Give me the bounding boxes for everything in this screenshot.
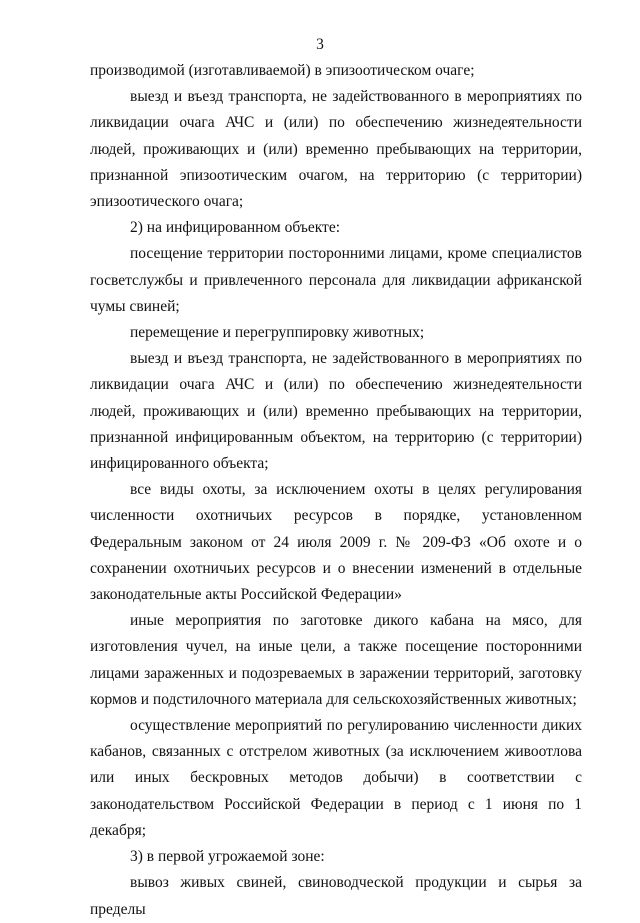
paragraph-hunting-ban: все виды охоты, за исключением охоты в целях регулирования численности охотничьих ресурсов в порядке, установленном Федеральным законом от 24 июля 2009 г. № 209-ФЗ «Об охоте и о сохранении охотничьих ресурсов и о внесении изменений в отдельные законодательные акты Российской Федерации» <box>90 481 582 604</box>
paragraph-heading-first-zone: 3) в первой угрожаемой зоне: <box>130 848 325 866</box>
document-body <box>90 58 582 923</box>
paragraph-wild-boar-procurement: иные мероприятия по заготовке дикого кабана на мясо, для изготовления чучел, на иные цели, а также посещение посторонними лицами зараженных и подозреваемых в заражении территорий, заготовку кормов и подстилочного материала для сельскохозяйственных животных; <box>90 612 582 708</box>
paragraph-continuation: производимой (изготавливаемой) в эпизоотическом очаге; <box>90 62 475 79</box>
paragraph-heading-infected-object: 2) на инфицированном объекте: <box>130 219 341 237</box>
page-number: 3 <box>316 36 324 53</box>
paragraph-transport-restriction-outbreak: выезд и въезд транспорта, не задействованного в мероприятиях по ликвидации очага АЧС и (или) по обеспечению жизнедеятельности людей, проживающих и (или) временно пребывающих на территории, признанной эпизоотическим очагом, на территорию (с территории) эпизоотического очага; <box>90 88 582 211</box>
paragraph-export-restriction: вывоз живых свиней, свиноводческой продукции и сырья за пределы <box>90 874 582 918</box>
paragraph-visitor-restriction: посещение территории посторонними лицами, кроме специалистов госветслужбы и привлеченного персонала для ликвидации африканской чумы свиней; <box>90 245 582 315</box>
paragraph-animal-movement: перемещение и перегруппировку животных; <box>130 324 425 342</box>
paragraph-population-control: осуществление мероприятий по регулированию численности диких кабанов, связанных с отстрелом животных (за исключением живоотлова или иных бескровных методов добычи) в соответствии с законодательством Российской Федерации в период с 1 июня по 1 декабря; <box>90 717 582 839</box>
paragraph-transport-restriction-object: выезд и въезд транспорта, не задействованного в мероприятиях по ликвидации очага АЧС и (или) по обеспечению жизнедеятельности людей, проживающих и (или) временно пребывающих на территории, признанной инфицированным объектом, на территорию (с территории) инфицированного объекта; <box>90 350 582 473</box>
